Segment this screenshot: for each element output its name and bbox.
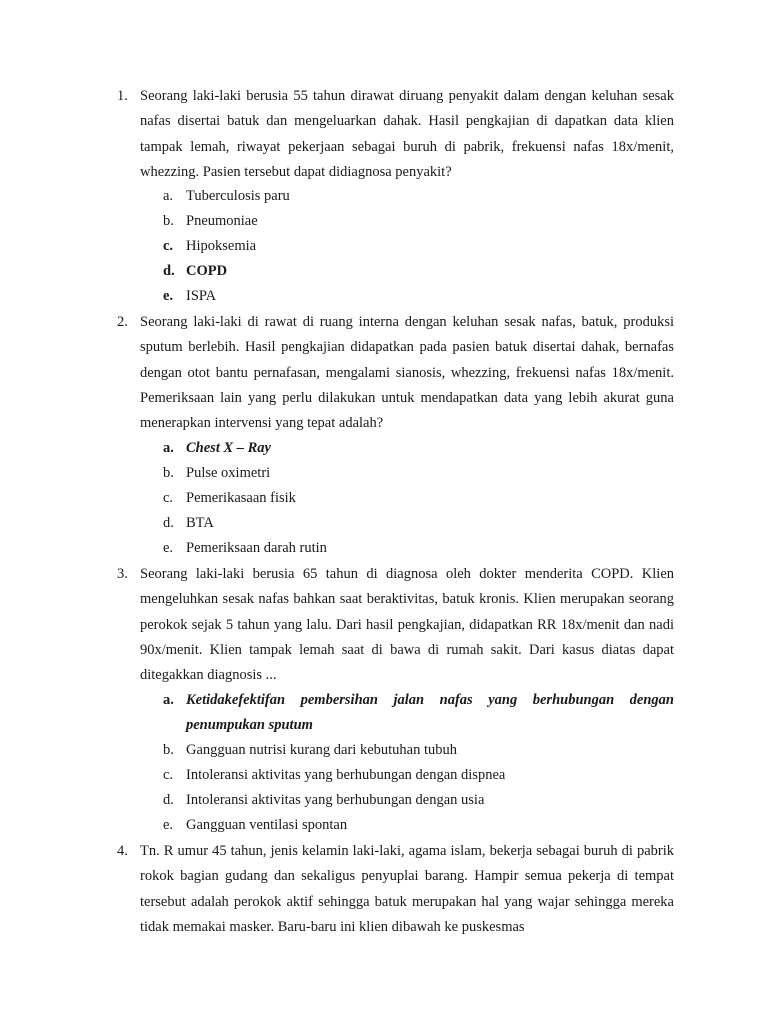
option-letter: a. <box>163 188 174 204</box>
option-3d <box>0 788 768 813</box>
question-text: Seorang laki-laki berusia 55 tahun dirawat diruang penyakit dalam dengan keluhan sesak nafas disertai batuk dan mengeluarkan dahak. Hasil pengkajian di dapatkan data klien tampak lemah, riwayat pekerjaan sebagai buruh di pabrik, frekuensi nafas 18x/menit, whezzing. Pasien tersebut dapat didiagnosa penyakit? <box>140 88 674 180</box>
option-text: Ketidakefektifan pembersihan jalan nafas yang berhubungan dengan penumpukan sputum <box>186 692 674 733</box>
option-2d <box>0 511 768 536</box>
option-3a <box>0 688 768 738</box>
option-letter: b. <box>163 465 174 481</box>
question-number: 4. <box>117 843 128 859</box>
question-number: 3. <box>117 566 128 582</box>
option-text: COPD <box>186 263 228 279</box>
option-letter: c. <box>163 767 174 783</box>
option-letter: d. <box>163 263 175 279</box>
option-letter: a. <box>163 440 174 456</box>
option-letter: d. <box>163 515 174 531</box>
option-2e <box>0 536 768 561</box>
option-text: Pneumoniae <box>186 213 258 229</box>
option-text: Pulse oximetri <box>186 465 271 481</box>
option-text: Gangguan ventilasi spontan <box>186 817 348 833</box>
option-1a <box>0 184 768 209</box>
option-3c <box>0 763 768 788</box>
option-letter: e. <box>163 288 174 304</box>
option-text: BTA <box>186 515 214 531</box>
option-text: Pemeriksaan darah rutin <box>186 540 327 556</box>
option-3e <box>0 813 768 838</box>
option-letter: b. <box>163 213 174 229</box>
question-number: 1. <box>117 88 128 104</box>
option-text: ISPA <box>186 288 217 304</box>
option-text: Hipoksemia <box>186 238 257 254</box>
question-text: Seorang laki-laki berusia 65 tahun di diagnosa oleh dokter menderita COPD. Klien mengeluhkan sesak nafas bahkan saat beraktivitas, batuk kronis. Klien merupakan seorang perokok sejak 5 tahun yang lalu. Dari hasil pengkajian, didapatkan RR 18x/menit dan nadi 90x/menit. Klien tampak lemah saat di bawa di rumah sakit. Dari kasus diatas dapat ditegakkan diagnosis ... <box>140 566 674 684</box>
option-letter: c. <box>163 490 174 506</box>
option-letter: a. <box>163 692 174 708</box>
option-2b <box>0 461 768 486</box>
option-2c <box>0 486 768 511</box>
option-1e <box>0 284 768 309</box>
option-text: Chest X – Ray <box>186 440 271 456</box>
option-text: Intoleransi aktivitas yang berhubungan dengan dispnea <box>186 767 506 783</box>
option-2a <box>0 436 768 461</box>
option-text: Gangguan nutrisi kurang dari kebutuhan tubuh <box>186 742 458 758</box>
option-letter: e. <box>163 540 174 556</box>
option-3b <box>0 738 768 763</box>
question-text: Tn. R umur 45 tahun, jenis kelamin laki-laki, agama islam, bekerja sebagai buruh di pabrik rokok bagian gudang dan sekaligus penyuplai barang. Hampir semua pekerja di tempat tersebut adalah perokok aktif sehingga batuk merupakan hal yang wajar sehingga mereka tidak memakai masker. Baru-baru ini klien dibawah ke puskesmas <box>140 843 674 935</box>
question-number: 2. <box>117 314 128 330</box>
option-letter: e. <box>163 817 174 833</box>
option-1b <box>0 209 768 234</box>
option-text: Intoleransi aktivitas yang berhubungan dengan usia <box>186 792 485 808</box>
question-text: Seorang laki-laki di rawat di ruang interna dengan keluhan sesak nafas, batuk, produksi sputum berlebih. Hasil pengkajian didapatkan pada pasien batuk disertai dahak, bernafas dengan otot bantu pernafasan, mengalami sianosis, whezzing, frekuensi nafas 18x/menit. Pemeriksaan lain yang perlu dilakukan untuk mendapatkan data yang lebih akurat guna menerapkan intervensi yang tepat adalah? <box>140 314 674 432</box>
option-text: Pemerikasaan fisik <box>186 490 296 506</box>
option-1d <box>0 259 768 284</box>
option-letter: c. <box>163 238 174 254</box>
option-letter: d. <box>163 792 174 808</box>
option-text: Tuberculosis paru <box>186 188 290 204</box>
option-1c <box>0 234 768 259</box>
option-letter: b. <box>163 742 174 758</box>
